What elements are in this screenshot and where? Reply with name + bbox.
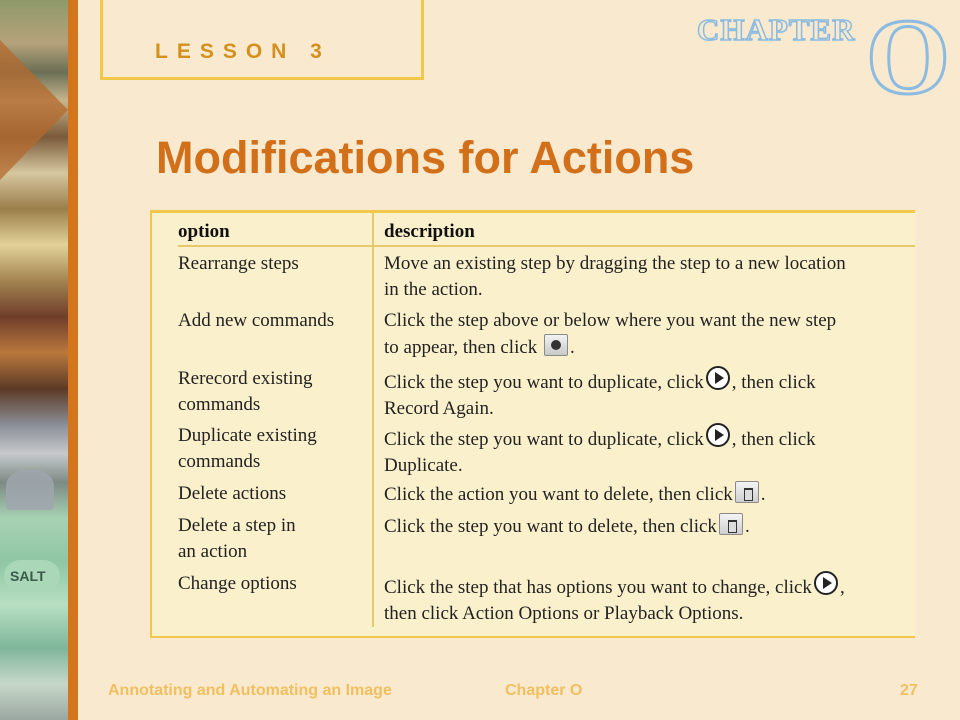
row-option: Add new commands	[178, 310, 335, 331]
row-description: Click the step you want to delete, then click .	[384, 513, 904, 540]
play-button-icon	[814, 571, 838, 595]
chapter-word: CHAPTER	[697, 12, 856, 47]
delete-trash-icon	[719, 513, 743, 535]
row-option: Rearrange steps	[178, 253, 299, 274]
decorative-photo-strip	[0, 0, 68, 720]
row-option: Delete a step in an action	[178, 515, 296, 562]
pyramid-graphic	[0, 40, 68, 180]
delete-trash-icon	[735, 481, 759, 503]
header-description: description	[384, 221, 475, 242]
row-description: Click the step above or below where you want the new step to appear, then click .	[384, 310, 837, 358]
footer-title: Annotating and Automating an Image	[108, 682, 392, 699]
record-button-icon	[544, 334, 568, 356]
row-option: Duplicate existing commands	[178, 425, 317, 472]
row-description: Click the step that has options you want to change, click , then click Action Options or Playback Options.	[384, 571, 904, 627]
row-description: Click the action you want to delete, then click .	[384, 481, 904, 508]
decorative-vertical-bar	[68, 0, 78, 720]
row-description: Click the step you want to duplicate, click , then click Duplicate.	[384, 423, 904, 479]
row-description: Click the step you want to duplicate, click , then click Record Again.	[384, 366, 904, 422]
row-description: Move an existing step by dragging the step to a new location in the action.	[384, 253, 846, 300]
row-option: Delete actions	[178, 483, 287, 504]
play-button-icon	[706, 366, 730, 390]
column-divider	[372, 213, 374, 627]
footer-chapter: Chapter O	[505, 682, 583, 699]
chapter-letter: O	[866, 0, 951, 117]
page-title: Modifications for Actions	[156, 132, 695, 183]
options-table	[150, 210, 915, 638]
salt-shaker-graphic: SALT	[4, 560, 60, 592]
lesson-box	[100, 0, 424, 80]
play-button-icon	[706, 423, 730, 447]
header-option: option	[178, 221, 230, 242]
lamp-graphic	[6, 470, 54, 510]
footer-page-number: 27	[900, 682, 918, 699]
row-option: Change options	[178, 573, 297, 594]
row-option: Rerecord existing commands	[178, 368, 313, 415]
lesson-label: LESSON 3	[155, 40, 331, 63]
header-rule	[178, 245, 915, 247]
